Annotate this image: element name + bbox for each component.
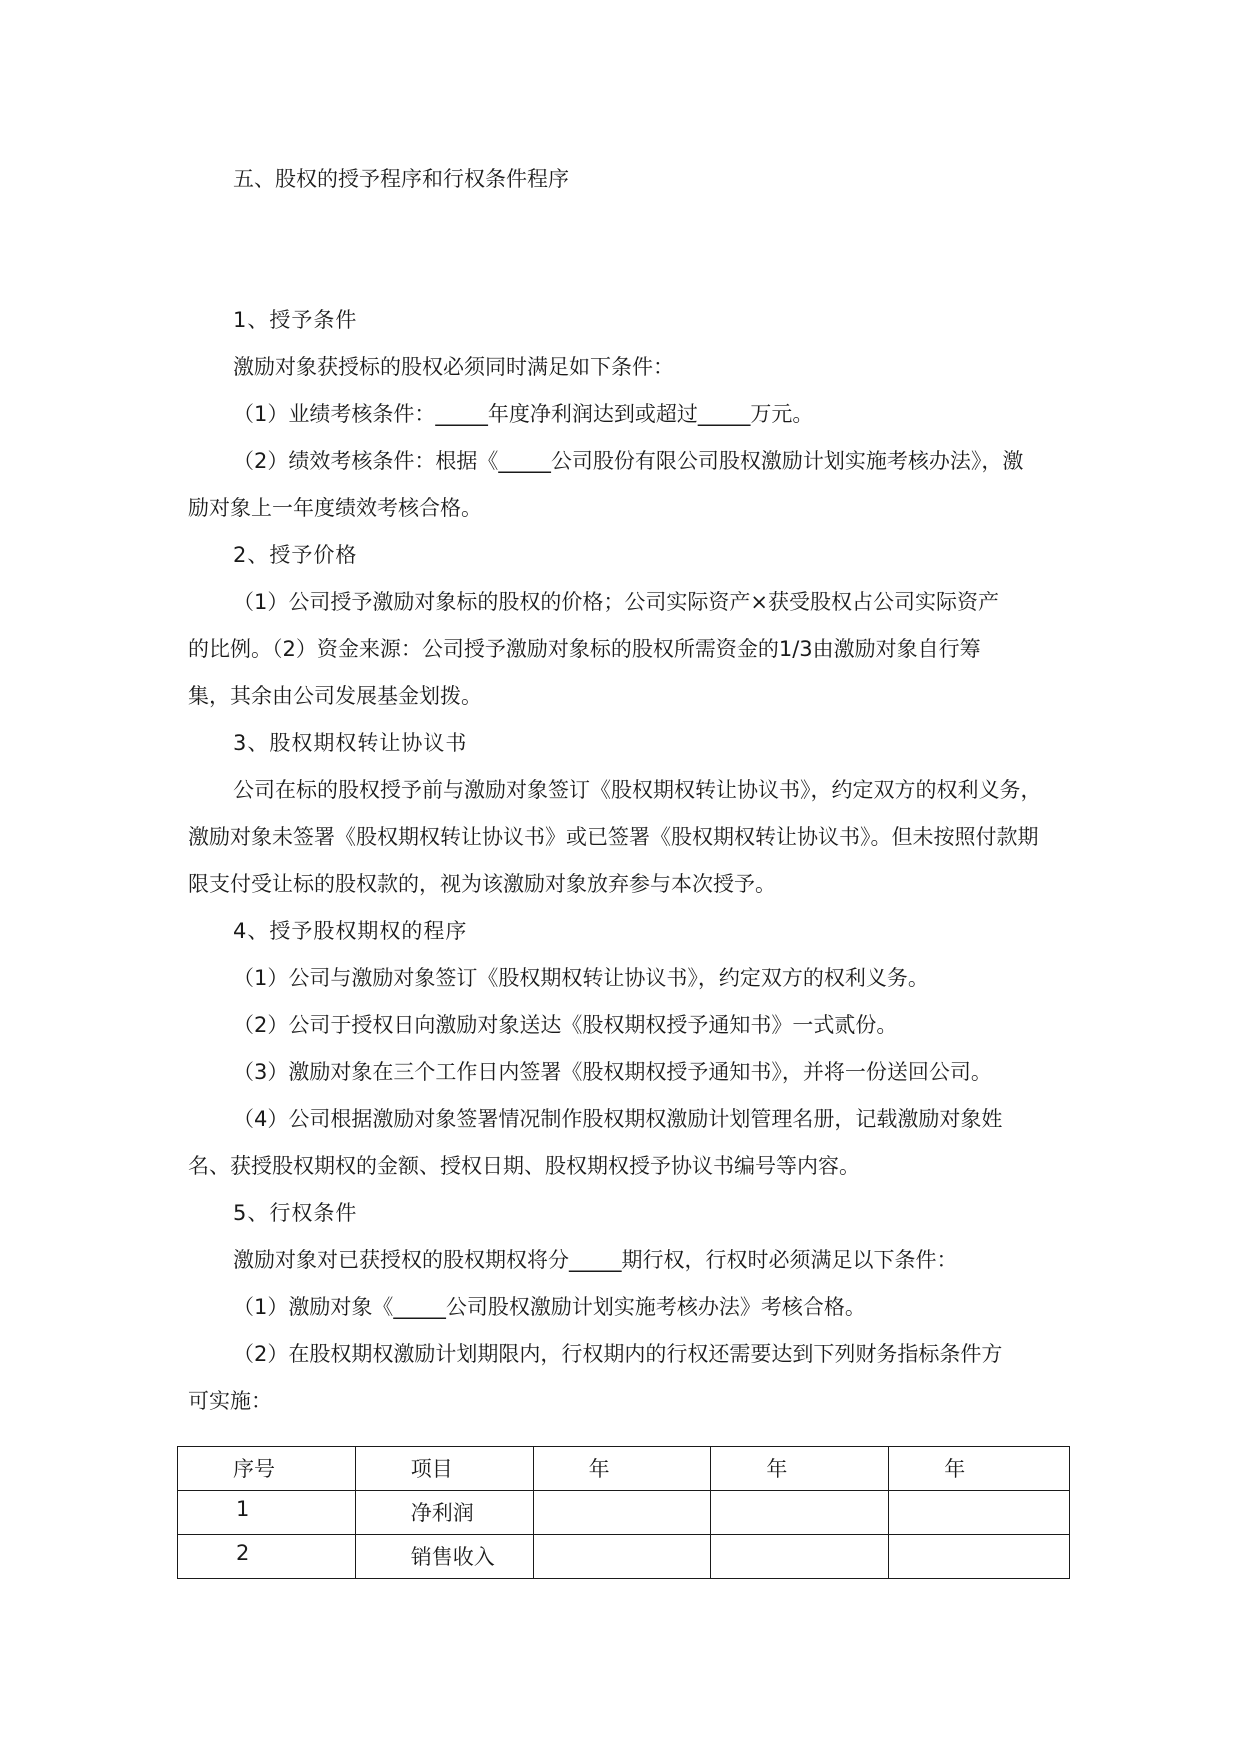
- table-header-cell: 年: [533, 1447, 711, 1491]
- section-heading: 五、股权的授予程序和行权条件程序: [233, 167, 569, 191]
- paragraph-line: （4）公司根据激励对象签署情况制作股权期权激励计划管理名册，记载激励对象姓: [233, 1107, 1003, 1131]
- paragraph-line: （2）在股权期权激励计划期限内，行权期内的行权还需要达到下列财务指标条件方: [233, 1342, 1003, 1366]
- table-row: [178, 1535, 1070, 1579]
- table-header-cell: 年: [711, 1447, 889, 1491]
- table-cell: [533, 1535, 711, 1579]
- subheading-exercise-conditions: 5、行权条件: [233, 1201, 358, 1225]
- table-cell: 销售收入: [355, 1535, 533, 1579]
- subheading-grant-conditions: 1、授予条件: [233, 308, 358, 332]
- subheading-grant-price: 2、授予价格: [233, 543, 358, 567]
- subheading-grant-procedure: 4、授予股权期权的程序: [233, 919, 468, 943]
- paragraph-line: （2）公司于授权日向激励对象送达《股权期权授予通知书》一式贰份。: [233, 1013, 898, 1037]
- paragraph-line: 公司在标的股权授予前与激励对象签订《股权期权转让协议书》，约定双方的权利义务，: [233, 778, 1042, 802]
- paragraph-line: 可实施：: [188, 1389, 272, 1413]
- table-cell: [889, 1491, 1070, 1535]
- table-header-cell: 序号: [178, 1447, 356, 1491]
- table-cell: 净利润: [355, 1491, 533, 1535]
- paragraph-line: 激励对象获授标的股权必须同时满足如下条件：: [233, 355, 674, 379]
- subheading-transfer-agreement: 3、股权期权转让协议书: [233, 731, 468, 755]
- table-cell: [533, 1491, 711, 1535]
- table-header-cell: 项目: [355, 1447, 533, 1491]
- paragraph-line: （2）绩效考核条件：根据《_____公司股份有限公司股权激励计划实施考核办法》，激: [233, 449, 1024, 473]
- table-cell: [711, 1535, 889, 1579]
- table-cell: 2: [178, 1535, 356, 1579]
- paragraph-line: （1）公司授予激励对象标的股权的价格；公司实际资产×获受股权占公司实际资产: [233, 590, 999, 614]
- table-cell: [889, 1535, 1070, 1579]
- paragraph-line: （1）业绩考核条件：_____年度净利润达到或超过_____万元。: [233, 402, 814, 426]
- table-cell: [711, 1491, 889, 1535]
- paragraph-line: （1）激励对象《_____公司股权激励计划实施考核办法》考核合格。: [233, 1295, 866, 1319]
- paragraph-line: 励对象上一年度绩效考核合格。: [188, 496, 482, 520]
- paragraph-line: 名、获授股权期权的金额、授权日期、股权期权授予协议书编号等内容。: [188, 1154, 860, 1178]
- paragraph-line: 激励对象未签署《股权期权转让协议书》或已签署《股权期权转让协议书》。但未按照付款期: [188, 825, 1039, 849]
- table-row: [178, 1491, 1070, 1535]
- paragraph-line: 限支付受让标的股权款的，视为该激励对象放弃参与本次授予。: [188, 872, 776, 896]
- table-header-row: [178, 1447, 1070, 1491]
- paragraph-line: （1）公司与激励对象签订《股权期权转让协议书》，约定双方的权利义务。: [233, 966, 929, 990]
- financial-indicator-table: [177, 1446, 1070, 1579]
- table-cell: 1: [178, 1491, 356, 1535]
- paragraph-line: 激励对象对已获授权的股权期权将分_____期行权，行权时必须满足以下条件：: [233, 1248, 958, 1272]
- paragraph-line: （3）激励对象在三个工作日内签署《股权期权授予通知书》，并将一份送回公司。: [233, 1060, 992, 1084]
- paragraph-line: 集，其余由公司发展基金划拨。: [188, 684, 482, 708]
- paragraph-line: 的比例。（2）资金来源：公司授予激励对象标的股权所需资金的1/3由激励对象自行筹: [188, 637, 981, 661]
- table-header-cell: 年: [889, 1447, 1070, 1491]
